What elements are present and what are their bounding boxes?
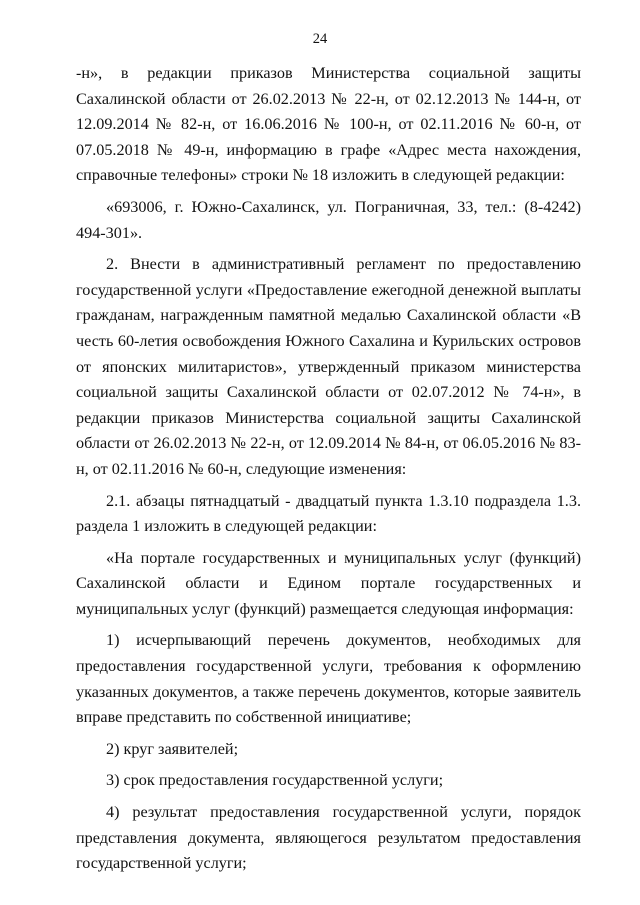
list-item-3: 3) срок предоставления государственной услуги; bbox=[106, 771, 444, 790]
paragraph-continuation: -н», в редакции приказов Министерства социальной защиты Сахалинской области от 26.02.2013 № 22-н, от 02.12.2013 № 144-н, от 12.09.2014 № 82-н, от 16.06.2016 № 100-н, от 02.11.2016 № 60-н, от 07.05.2018 № 49-н, информацию в графе «Адрес места нахождения, справочные телефоны» строки № 18 изложить в следующей редакции: bbox=[76, 64, 581, 185]
list-item-1: 1) исчерпывающий перечень документов, необходимых для предоставления государственной услуги, требования к оформлению указанных документов, а также перечень документов, которые заявитель вправе представить по собственной инициативе; bbox=[76, 631, 581, 727]
paragraph-item-2: 2. Внести в административный регламент по предоставлению государственной услуги «Предоставление ежегодной денежной выплаты гражданам, награжденным памятной медалью Сахалинской области «В честь 60-летия освобождения Южного Сахалина и Курильских островов от японских милитаристов», утвержденный приказом министерства социальной защиты Сахалинской области от 02.07.2012 № 74-н», в редакции приказов Министерства социальной защиты Сахалинской области от 26.02.2013 № 22-н, от 12.09.2014 № 84-н, от 06.05.2016 № 83-н, от 02.11.2016 № 60-н, следующие изменения: bbox=[76, 255, 581, 478]
list-item-2: 2) круг заявителей; bbox=[106, 739, 239, 758]
paragraph-address-quote: «693006, г. Южно-Сахалинск, ул. Пограничная, 33, тел.: (8-4242) 494-301». bbox=[76, 197, 581, 242]
page-number: 24 bbox=[312, 31, 328, 47]
paragraph-portal-info: «На портале государственных и муниципальных услуг (функций) Сахалинской области и Едином портале государственных и муниципальных услуг (функций) размещается следующая информация: bbox=[76, 548, 581, 618]
paragraph-item-2-1: 2.1. абзацы пятнадцатый - двадцатый пункта 1.3.10 подраздела 1.3. раздела 1 изложить в следующей редакции: bbox=[76, 491, 581, 536]
list-item-4: 4) результат предоставления государственной услуги, порядок представления документа, являющегося результатом предоставления государственной услуги; bbox=[76, 803, 581, 873]
document-body bbox=[76, 61, 581, 877]
